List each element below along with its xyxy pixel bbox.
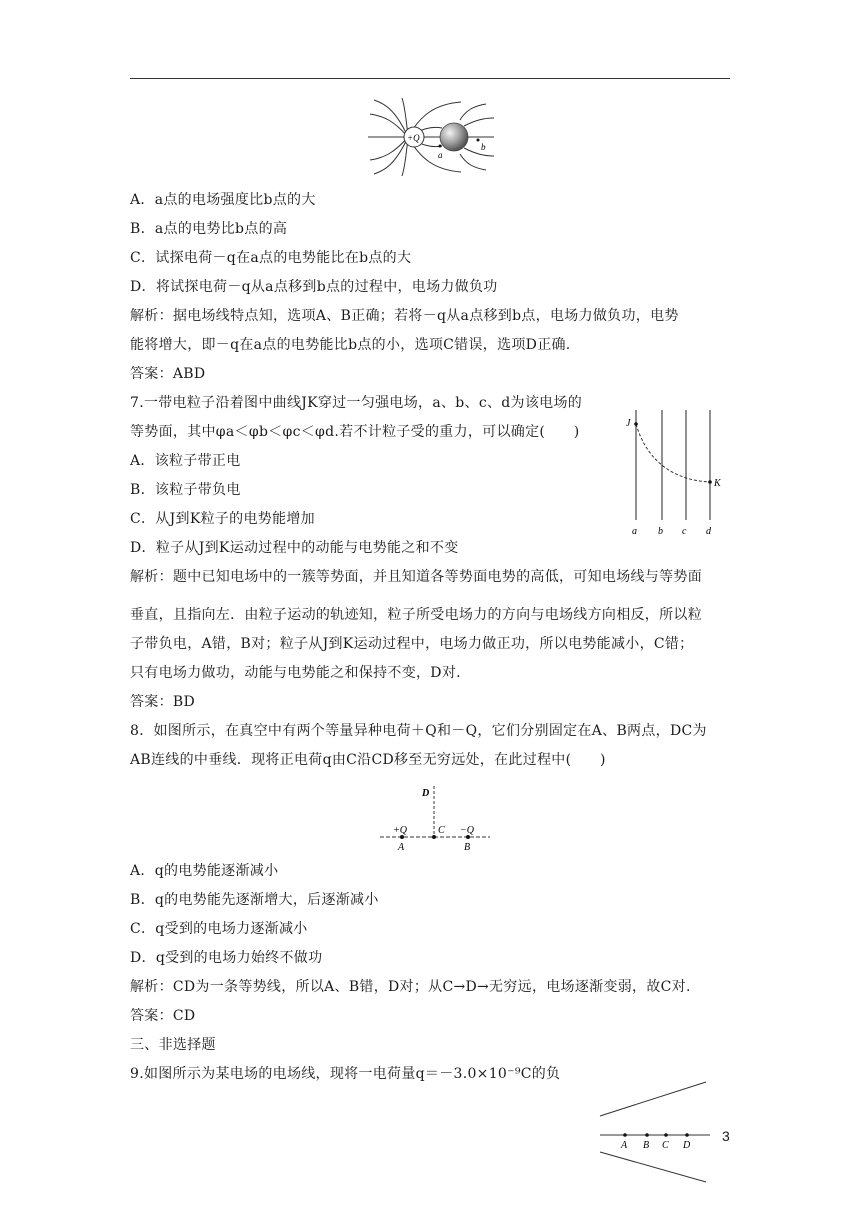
label-b: b xyxy=(658,526,663,537)
label-plusQ: +Q xyxy=(393,825,407,836)
q6-answer: 答案：ABD xyxy=(130,366,206,382)
point-a-label: a xyxy=(438,150,443,160)
conductor-sphere xyxy=(440,123,468,151)
q7-stem-line-2: 等势面，其中φa＜φb＜φc＜φd.若不计粒子受的重力，可以确定( ) xyxy=(130,424,580,440)
q6-analysis-line-2: 能将增大，即－q在a点的电势能比b点的小，选项C错误，选项D正确. xyxy=(130,337,571,353)
q6-option-c: C．试探电荷－q在a点的电势能比在b点的大 xyxy=(130,250,412,266)
q7-option-d: D．粒子从J到K运动过程中的动能与电势能之和不变 xyxy=(130,540,459,556)
point-b-label: b xyxy=(481,142,486,152)
q8-option-b: B．q的电势能先逐渐增大，后逐渐减小 xyxy=(130,892,379,908)
q9-label-D: D xyxy=(683,1140,691,1151)
q9-label-B: B xyxy=(643,1140,650,1151)
q7-option-b: B．该粒子带负电 xyxy=(130,482,241,498)
q7-option-c: C．从J到K粒子的电势能增加 xyxy=(130,511,315,527)
q9-label-C: C xyxy=(662,1140,669,1151)
charge-label: +Q xyxy=(407,133,420,143)
label-a: a xyxy=(632,526,637,537)
q6-option-a: A．a点的电场强度比b点的大 xyxy=(130,192,316,208)
label-K: K xyxy=(714,478,721,489)
q6-option-b: B．a点的电势比b点的高 xyxy=(130,221,288,237)
label-c: c xyxy=(682,526,687,537)
q6-analysis-line-1: 解析：据电场线特点知，选项A、B正确；若将－q从a点移到b点，电场力做负功，电势 xyxy=(130,308,679,324)
q8-option-c: C．q受到的电场力逐渐减小 xyxy=(130,921,308,937)
q9-field-figure xyxy=(598,1080,710,1184)
label-d: d xyxy=(706,526,711,537)
header-rule xyxy=(130,78,730,79)
label-A: A xyxy=(398,842,405,853)
section-heading: 三、非选择题 xyxy=(130,1037,216,1053)
q8-option-d: D．q受到的电场力始终不做功 xyxy=(130,950,323,966)
q7-analysis-line-4: 只有电场力做功，动能与电势能之和保持不变，D对. xyxy=(130,665,461,681)
q7-answer: 答案：BD xyxy=(130,694,196,710)
label-minusQ: −Q xyxy=(460,825,474,836)
q6-option-d: D．将试探电荷－q从a点移到b点的过程中，电场力做负功 xyxy=(130,279,498,295)
label-D: D xyxy=(422,788,430,799)
q7-analysis-line-3: 子带负电，A错，B对；粒子从J到K运动过程中，电场力做正功，所以电势能减小，C错； xyxy=(130,636,694,652)
q9-stem: 9.如图所示为某电场的电场线，现将一电荷量q＝－3.0×10⁻⁹C的负 xyxy=(130,1066,561,1082)
label-B: B xyxy=(464,842,471,853)
q7-option-a: A．该粒子带正电 xyxy=(130,453,241,469)
q7-stem-line-1: 7.一带电粒子沿着图中曲线JK穿过一匀强电场，a、b、c、d为该电场的 xyxy=(130,395,583,411)
equipotential-figure xyxy=(620,408,730,540)
q8-stem-line-2: AB连线的中垂线．现将正电荷q由C沿CD移至无穷远处，在此过程中( ) xyxy=(130,752,606,768)
q8-stem-line-1: 8．如图所示，在真空中有两个等量异种电荷＋Q和－Q，它们分别固定在A、B两点，DC为 xyxy=(130,723,707,739)
q7-analysis-line-2: 垂直，且指向左．由粒子运动的轨迹知，粒子所受电场力的方向与电场线方向相反，所以粒 xyxy=(130,607,702,623)
label-C: C xyxy=(438,825,445,836)
label-J: J xyxy=(626,418,631,429)
dipole-figure xyxy=(378,782,492,854)
page-number: 3 xyxy=(722,1128,730,1144)
q9-label-A: A xyxy=(621,1140,628,1151)
q8-analysis: 解析：CD为一条等势线，所以A、B错，D对；从C→D→无穷远，电场逐渐变弱，故C对. xyxy=(130,979,691,995)
q7-analysis-line-1: 解析：题中已知电场中的一簇等势面，并且知道各等势面电势的高低，可知电场线与等势面 xyxy=(130,569,702,585)
q8-answer: 答案：CD xyxy=(130,1008,196,1024)
field-lines-figure xyxy=(366,96,496,178)
q8-option-a: A．q的电势能逐渐减小 xyxy=(130,863,279,879)
